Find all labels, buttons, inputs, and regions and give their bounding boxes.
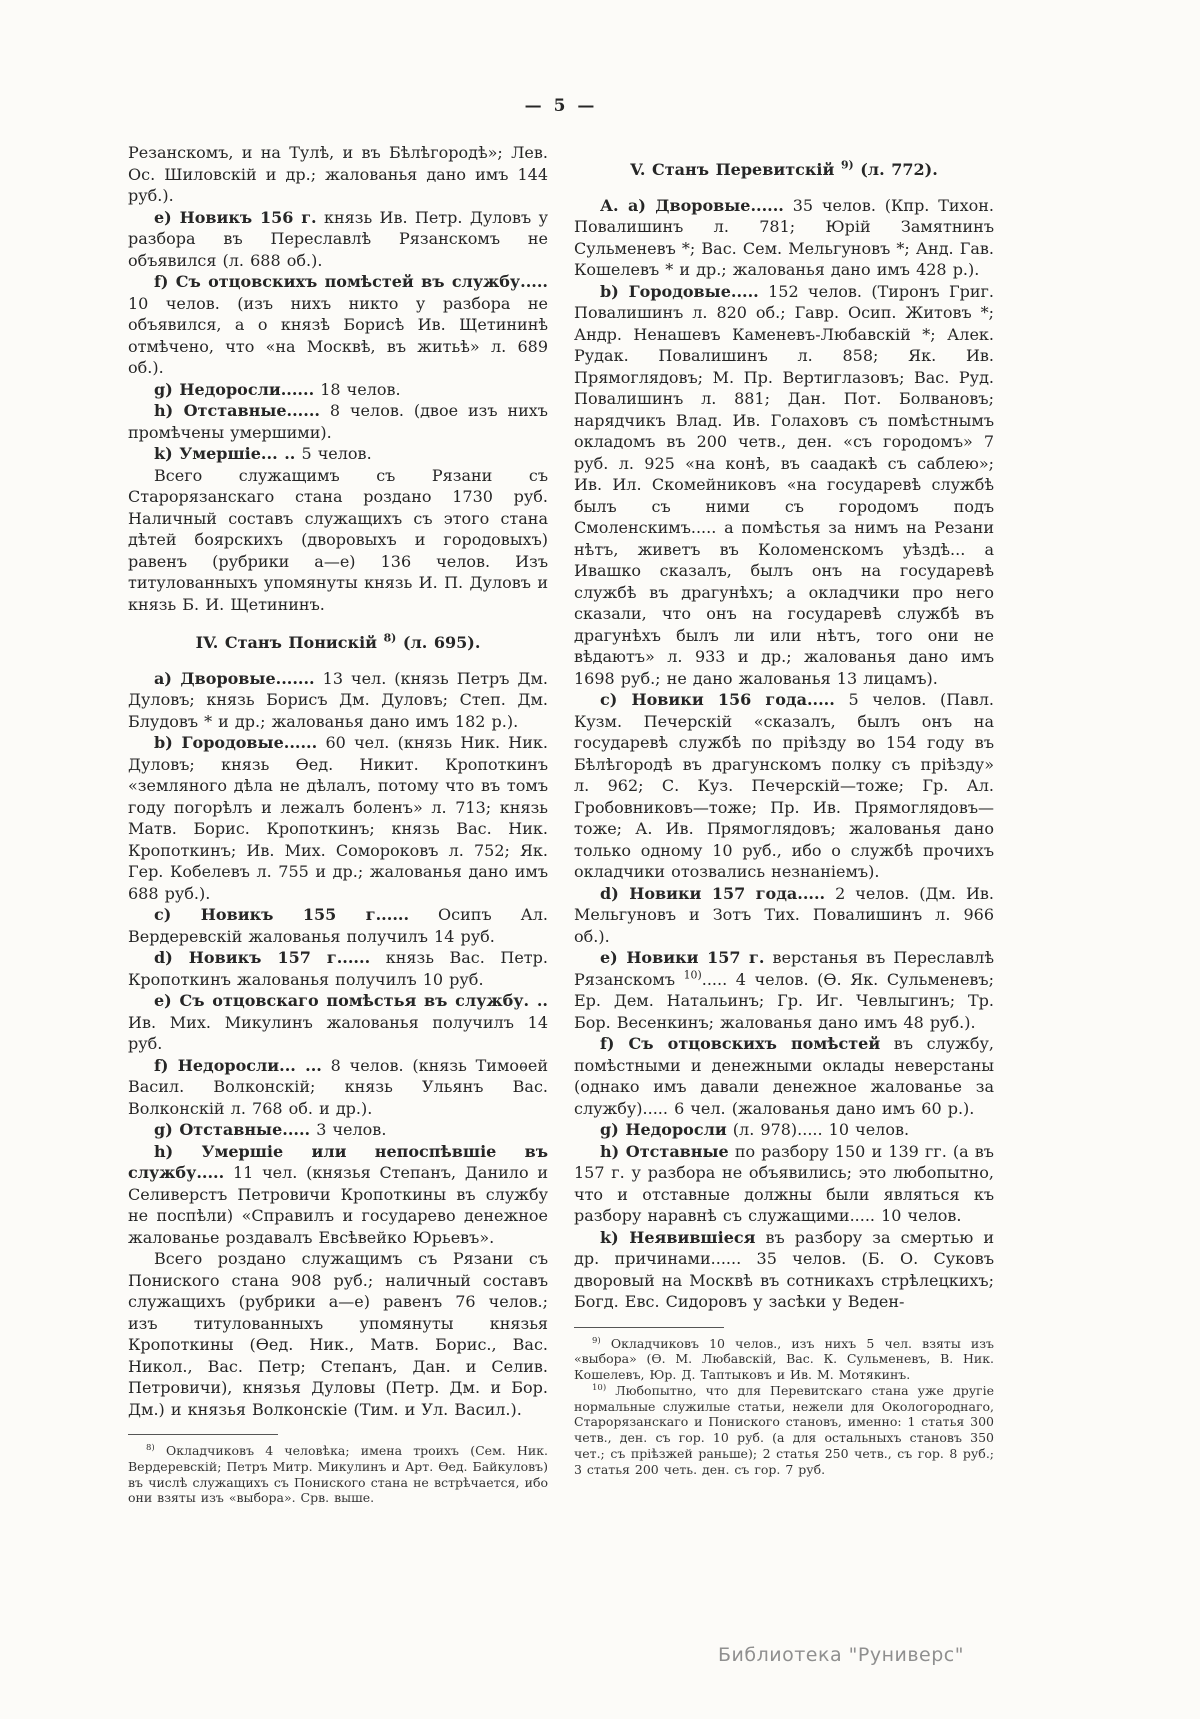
body-paragraph — [574, 281, 994, 690]
text-segment: 11 чел. (князья Степанъ, Данило и Селиверстъ Петровичи Кропоткины въ службу не поспѣли) «Справилъ и государево денежное жалованье роздавалъ Евсѣвейко Юрьевъ». — [128, 1163, 548, 1247]
watermark: Библиотека "Руниверс" — [718, 1644, 964, 1666]
text-segment: V. Станъ Перевитскій — [630, 160, 841, 179]
text-segment: князь Ив. Петр. Дуловъ у разбора въ Переславлѣ Рязанскомъ не объявился (л. 688 об.). — [128, 207, 548, 270]
body-paragraph — [128, 271, 548, 379]
body-paragraph — [128, 1141, 548, 1249]
footnote-paragraph — [574, 1336, 994, 1383]
text-segment: 18 челов. — [314, 379, 401, 399]
text-segment: g) Недоросли...... — [154, 379, 315, 399]
text-segment: h) Отставные...... — [154, 401, 320, 420]
text-segment: 10 челов. (изъ нихъ никто у разбора не объявился, а о князѣ Борисѣ Ив. Щетининѣ отмѣчено, что «на Москвѣ, въ житьѣ» л. 689 об.). — [128, 293, 548, 377]
text-segment: 3 челов. — [310, 1120, 387, 1139]
text-segment: g) Недоросли — [600, 1120, 727, 1139]
footnote-paragraph — [128, 1443, 548, 1506]
left-column — [128, 142, 548, 1506]
text-segment: e) Съ отцовскаго помѣстья въ службу. .. — [154, 991, 548, 1010]
footnote-divider — [128, 1434, 278, 1435]
text-segment: въ службу, помѣстными и денежными оклады неверстаны (однако имъ давали денежное жалованье за службу)..... 6 чел. (жалованья дано имъ 60 р.). — [574, 1034, 995, 1118]
text-segment: h) Отставные — [600, 1141, 729, 1161]
text-segment: Любопытно, что для Перевитскаго стана уже другіе нормальные служилые статьи, нежели для Окологороднаго, Старорязанскаго и Пониского становъ, именно: 1 статья 300 четв., ден. съ гор. 10 руб. (а для остальныхъ становъ 350 чет.; съ пріѣзжей раньше); 2 статья 250 четв., съ гор. 8 руб.; 3 статья 200 четь. ден. съ гор. 7 руб. — [574, 1382, 994, 1477]
text-segment: 5 челов. — [295, 444, 372, 463]
right-column — [574, 142, 994, 1478]
body-paragraph — [574, 1033, 994, 1119]
text-segment: (л. 978)..... 10 челов. — [726, 1120, 910, 1139]
text-segment: b) Городовые..... — [600, 281, 759, 301]
text-segment: 35 челов. (Кпр. Тихон. Повалишинъ л. 781; Юрій Замятнинъ Сульменевъ *; Вас. Сем. Мельгуновъ *; Анд. Гав. Кошелевъ * и др.; жалованья дано имъ 428 р.). — [574, 195, 994, 279]
text-segment: Окладчиковъ 10 челов., изъ нихъ 5 чел. взяты изъ «выбора» (Ѳ. М. Любавскій, Вас. К. Сульменевъ, В. Ник. Кошелевъ, Юр. Д. Таптыковъ и Ив. М. Мотякинъ. — [574, 1335, 994, 1383]
body-paragraph — [128, 443, 548, 465]
text-segment: 8 челов. (двое изъ нихъ промѣчены умершими). — [128, 401, 548, 442]
text-segment: e) Новикъ 156 г. — [154, 207, 317, 227]
footnote-marker: 10) — [683, 968, 702, 982]
body-paragraph — [574, 883, 994, 948]
text-segment: верстанья въ Переславлѣ Рязанскомъ — [574, 948, 994, 989]
text-segment: 13 чел. (князь Петръ Дм. Дуловъ; князь Борисъ Дм. Дуловъ; Степ. Дм. Блудовъ * и др.; жалованья дано имъ 182 р.). — [128, 668, 548, 731]
body-paragraph — [128, 142, 548, 207]
body-paragraph — [128, 207, 548, 272]
body-paragraph — [574, 1227, 994, 1313]
footnote-marker: 8) — [146, 1442, 155, 1453]
text-segment: g) Отставные..... — [154, 1120, 311, 1139]
body-paragraph — [574, 1119, 994, 1141]
body-paragraph — [128, 732, 548, 904]
section-heading — [128, 632, 548, 654]
text-segment: e) Новики 157 г. — [600, 948, 765, 967]
body-paragraph — [128, 1055, 548, 1120]
text-segment: d) Новикъ 157 г...... — [154, 948, 371, 967]
text-segment: князь Вас. Петр. Кропоткинъ жалованья получилъ 10 руб. — [128, 948, 548, 989]
text-segment: d) Новики 157 года..... — [600, 883, 826, 903]
text-segment: (л. 695). — [396, 633, 481, 652]
text-segment: Окладчиковъ 4 человѣка; имена троихъ (Сем. Ник. Вердеревскій; Петръ Митр. Микулинъ и Арт. Ѳед. Байкуловъ) въ числѣ служащихъ съ Пониского стана не встрѣчается, ибо они взяты изъ «выбора». Срв. выше. — [128, 1443, 548, 1506]
text-segment: h) Умершіе или непоспѣвшіе въ службу..... — [128, 1141, 548, 1182]
body-paragraph — [574, 689, 994, 883]
text-segment: 152 челов. (Тиронъ Григ. Повалишинъ л. 820 об.; Гавр. Осип. Житовъ *; Андр. Ненашевъ Каменевъ-Любавскій *; Алек. Рудак. Повалишинъ л. 858; Як. Ив. Прямоглядовъ; М. Пр. Вертиглазовъ; Вас. Руд. Повалишинъ л. 881; Дан. Пот. Болвановъ; нарядчикъ Влад. Ив. Голаховъ съ помѣстнымъ окладомъ въ 200 четв., ден. «съ городомъ» 7 руб. л. 925 «на конѣ, въ саадакѣ съ саблею»; Ив. Ил. Скомейниковъ «на государевѣ службѣ былъ съ ними съ городомъ подъ Смоленскимъ..... а помѣстья за нимъ на Резани нѣтъ, живетъ въ Коломенскомъ уѣздѣ... а Ивашко сказалъ, былъ онъ на государевѣ службѣ въ драгунѣхъ; а окладчики про него сказали, что онъ на государевѣ службѣ въ драгунѣхъ былъ ли или нѣтъ, того они не вѣдаютъ» л. 933 и др.; жалованья дано имъ 1698 руб.; не дано жалованья 13 лицамъ). — [574, 281, 994, 688]
footnote-marker: 10) — [592, 1382, 607, 1393]
footnote-marker: 9) — [840, 158, 854, 172]
text-segment: 5 челов. (Павл. Кузм. Печерскій «сказалъ, былъ онъ на государевѣ службѣ по пріѣзду во 154 году въ Бѣлѣгородѣ въ драгунскомъ полку съ пріѣзду» л. 962; С. Куз. Печерскій—тоже; Гр. Ал. Гробовниковъ—тоже; Пр. Ив. Прямоглядовъ—тоже; А. Ив. Прямоглядовъ; жалованья дано только одному 10 руб., ибо о службѣ прочихъ окладчики отозвались незнаніемъ). — [574, 690, 994, 881]
text-segment: IV. Станъ Понискій — [195, 633, 384, 652]
section-heading — [574, 159, 994, 181]
text-segment: f) Недоросли... ... — [154, 1055, 322, 1075]
text-segment: Ив. Мих. Микулинъ жалованья получилъ 14 руб. — [128, 1012, 548, 1053]
text-segment: k) Неявившіеся — [600, 1227, 756, 1247]
footnote-paragraph — [574, 1383, 994, 1478]
text-segment: k) Умершіе... .. — [154, 444, 296, 463]
text-segment: въ разбору за смертью и др. причинами...... 35 челов. (Б. О. Суковъ дворовый на Москвѣ въ сотникахъ стрѣлецкихъ; Богд. Евс. Сидоровъ у засѣки у Веден- — [574, 1227, 994, 1311]
body-paragraph — [128, 1248, 548, 1420]
body-paragraph — [128, 379, 548, 401]
text-segment: c) Новикъ 155 г...... — [154, 905, 410, 924]
body-paragraph — [128, 990, 548, 1055]
text-segment: (л. 772). — [853, 160, 938, 179]
text-segment: 2 челов. (Дм. Ив. Мельгуновъ и Зотъ Тих. Повалишинъ л. 966 об.). — [574, 883, 995, 946]
page-number: — 5 — — [524, 96, 598, 116]
text-segment: f) Съ отцовскихъ помѣстей въ службу..... — [154, 272, 548, 291]
body-paragraph — [128, 947, 548, 990]
text-segment: 60 чел. (князь Ник. Ник. Дуловъ; князь Ѳед. Никит. Кропоткинъ «земляного дѣла не дѣлалъ, потому что въ томъ году погорѣлъ и лежалъ боленъ» л. 713; князь Матв. Борис. Кропоткинъ; князь Вас. Ник. Кропоткинъ; Ив. Мих. Сомороковъ л. 752; Як. Гер. Кобелевъ л. 755 и др.; жалованья дано имъ 688 руб.). — [128, 733, 549, 903]
text-segment: Резанскомъ, и на Тулѣ, и въ Бѣлѣгородѣ»; Лев. Ос. Шиловскій и др.; жалованья дано имъ 144 руб.). — [128, 143, 548, 205]
text-segment: Всего роздано служащимъ съ Рязани съ Пониского стана 908 руб.; наличный составъ служащихъ (рубрики а—е) равенъ 76 челов.; изъ титулованныхъ упомянуты князья Кропоткины (Ѳед. Ник., Матв. Борис., Вас. Никол., Вас. Петр; Степанъ, Дан. и Селив. Петровичи), князья Дуловы (Петр. Дм. и Бор. Дм.) и князья Волконскіе (Тим. и Ул. Васил.). — [128, 1249, 548, 1419]
footnote-marker: 9) — [592, 1335, 601, 1346]
body-paragraph — [574, 1141, 994, 1227]
text-segment: А. a) Дворовые...... — [600, 195, 784, 215]
body-paragraph — [128, 400, 548, 443]
text-segment: c) Новики 156 года..... — [600, 690, 835, 709]
body-paragraph — [128, 1119, 548, 1141]
text-segment: Осипъ Ал. Вердеревскій жалованья получилъ 14 руб. — [128, 905, 549, 946]
body-paragraph — [574, 195, 994, 281]
text-block — [128, 142, 994, 1506]
body-paragraph — [128, 668, 548, 733]
body-paragraph — [128, 465, 548, 616]
footnote-marker: 8) — [383, 631, 397, 645]
text-segment: a) Дворовые....... — [154, 668, 315, 688]
text-segment: по разбору 150 и 139 гг. (а въ 157 г. у разбора не объявились; это любопытно, что и отставные должны были являться къ разбору наравнѣ съ служащими..... 10 челов. — [574, 1141, 994, 1225]
text-segment: ..... 4 челов. (Ѳ. Як. Сульменевъ; Ер. Дем. Натальинъ; Гр. Иг. Чевлыгинъ; Тр. Бор. Весенкинъ; жалованья дано имъ 48 руб.). — [574, 969, 995, 1032]
body-paragraph — [128, 904, 548, 947]
text-segment: f) Съ отцовскихъ помѣстей — [600, 1034, 881, 1053]
text-segment: 8 челов. (князь Тимоѳей Васил. Волконскій; князь Ульянъ Вас. Волконскій л. 768 об. и др.). — [128, 1055, 548, 1118]
text-segment: b) Городовые...... — [154, 733, 318, 752]
footnote-divider — [574, 1327, 724, 1328]
text-segment: Всего служащимъ съ Рязани съ Старорязанскаго стана роздано 1730 руб. Наличный составъ служащихъ съ этого стана дѣтей боярскихъ (дворовыхъ и городовыхъ) равенъ (рубрики а—е) 136 челов. Изъ титулованныхъ упомянуты князь И. П. Дуловъ и князь Б. И. Щетининъ. — [128, 465, 548, 614]
body-paragraph — [574, 947, 994, 1033]
